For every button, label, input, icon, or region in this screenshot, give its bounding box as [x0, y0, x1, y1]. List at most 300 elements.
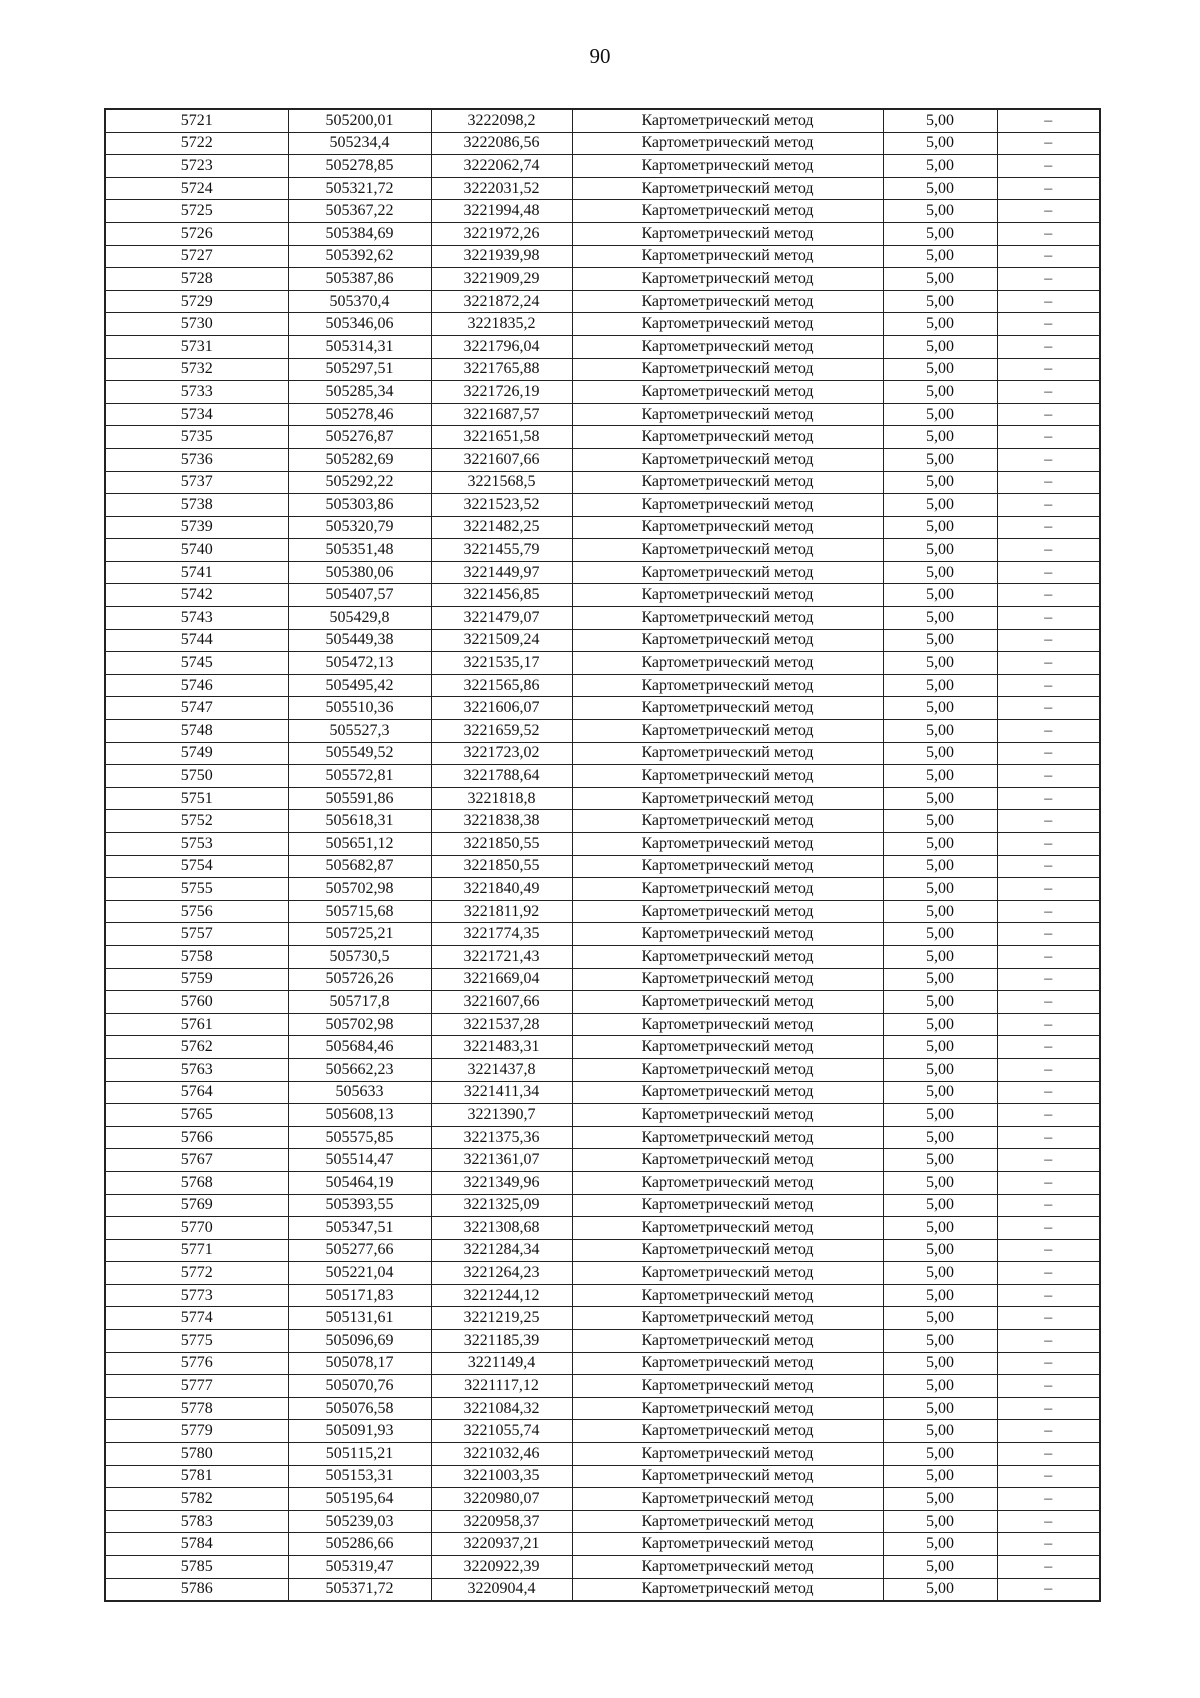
accuracy-cell: 5,00	[883, 1510, 997, 1533]
method-cell: Картометрический метод	[572, 1262, 883, 1285]
y-coordinate-cell: 3221117,12	[431, 1375, 572, 1398]
y-coordinate-cell: 3221909,29	[431, 268, 572, 291]
y-coordinate-cell: 3221509,24	[431, 629, 572, 652]
accuracy-cell: 5,00	[883, 1578, 997, 1601]
table-row	[105, 290, 1100, 313]
accuracy-cell: 5,00	[883, 1171, 997, 1194]
method-cell: Картометрический метод	[572, 1149, 883, 1172]
method-cell: Картометрический метод	[572, 629, 883, 652]
point-number-cell: 5752	[105, 810, 288, 833]
point-number-cell: 5768	[105, 1171, 288, 1194]
accuracy-cell: 5,00	[883, 313, 997, 336]
accuracy-cell: 5,00	[883, 222, 997, 245]
point-number-cell: 5774	[105, 1307, 288, 1330]
method-cell: Картометрический метод	[572, 1104, 883, 1127]
method-cell: Картометрический метод	[572, 765, 883, 788]
accuracy-cell: 5,00	[883, 539, 997, 562]
point-number-cell: 5761	[105, 1013, 288, 1036]
note-cell: –	[997, 1556, 1100, 1579]
accuracy-cell: 5,00	[883, 1556, 997, 1579]
accuracy-cell: 5,00	[883, 1126, 997, 1149]
accuracy-cell: 5,00	[883, 245, 997, 268]
method-cell: Картометрический метод	[572, 155, 883, 178]
x-coordinate-cell: 505351,48	[288, 539, 431, 562]
method-cell: Картометрический метод	[572, 674, 883, 697]
note-cell: –	[997, 1488, 1100, 1511]
accuracy-cell: 5,00	[883, 1262, 997, 1285]
note-cell: –	[997, 132, 1100, 155]
accuracy-cell: 5,00	[883, 878, 997, 901]
point-number-cell: 5724	[105, 177, 288, 200]
method-cell: Картометрический метод	[572, 1488, 883, 1511]
x-coordinate-cell: 505153,31	[288, 1465, 431, 1488]
accuracy-cell: 5,00	[883, 290, 997, 313]
accuracy-cell: 5,00	[883, 1013, 997, 1036]
y-coordinate-cell: 3221607,66	[431, 448, 572, 471]
y-coordinate-cell: 3221482,25	[431, 516, 572, 539]
point-number-cell: 5786	[105, 1578, 288, 1601]
method-cell: Картометрический метод	[572, 1013, 883, 1036]
point-number-cell: 5732	[105, 358, 288, 381]
table-row	[105, 1465, 1100, 1488]
table-row	[105, 1036, 1100, 1059]
note-cell: –	[997, 991, 1100, 1014]
x-coordinate-cell: 505472,13	[288, 652, 431, 675]
point-number-cell: 5784	[105, 1533, 288, 1556]
x-coordinate-cell: 505070,76	[288, 1375, 431, 1398]
method-cell: Картометрический метод	[572, 1307, 883, 1330]
table-row	[105, 787, 1100, 810]
method-cell: Картометрический метод	[572, 652, 883, 675]
y-coordinate-cell: 3220937,21	[431, 1533, 572, 1556]
table-row	[105, 1352, 1100, 1375]
table-row	[105, 426, 1100, 449]
note-cell: –	[997, 335, 1100, 358]
table-row	[105, 222, 1100, 245]
table-row	[105, 1510, 1100, 1533]
x-coordinate-cell: 505662,23	[288, 1058, 431, 1081]
method-cell: Картометрический метод	[572, 968, 883, 991]
method-cell: Картометрический метод	[572, 448, 883, 471]
y-coordinate-cell: 3221565,86	[431, 674, 572, 697]
x-coordinate-cell: 505277,66	[288, 1239, 431, 1262]
x-coordinate-cell: 505575,85	[288, 1126, 431, 1149]
point-number-cell: 5756	[105, 900, 288, 923]
accuracy-cell: 5,00	[883, 1330, 997, 1353]
table-row	[105, 991, 1100, 1014]
method-cell: Картометрический метод	[572, 697, 883, 720]
accuracy-cell: 5,00	[883, 561, 997, 584]
method-cell: Картометрический метод	[572, 945, 883, 968]
table-row	[105, 720, 1100, 743]
point-number-cell: 5739	[105, 516, 288, 539]
x-coordinate-cell: 505221,04	[288, 1262, 431, 1285]
point-number-cell: 5723	[105, 155, 288, 178]
x-coordinate-cell: 505429,8	[288, 607, 431, 630]
accuracy-cell: 5,00	[883, 335, 997, 358]
y-coordinate-cell: 3221149,4	[431, 1352, 572, 1375]
accuracy-cell: 5,00	[883, 471, 997, 494]
method-cell: Картометрический метод	[572, 516, 883, 539]
point-number-cell: 5737	[105, 471, 288, 494]
method-cell: Картометрический метод	[572, 471, 883, 494]
table-row	[105, 1194, 1100, 1217]
note-cell: –	[997, 787, 1100, 810]
table-row	[105, 1217, 1100, 1240]
y-coordinate-cell: 3222098,2	[431, 109, 572, 132]
note-cell: –	[997, 426, 1100, 449]
point-number-cell: 5781	[105, 1465, 288, 1488]
note-cell: –	[997, 1352, 1100, 1375]
point-number-cell: 5759	[105, 968, 288, 991]
method-cell: Картометрический метод	[572, 1239, 883, 1262]
accuracy-cell: 5,00	[883, 1375, 997, 1398]
accuracy-cell: 5,00	[883, 765, 997, 788]
x-coordinate-cell: 505702,98	[288, 1013, 431, 1036]
x-coordinate-cell: 505319,47	[288, 1556, 431, 1579]
accuracy-cell: 5,00	[883, 1352, 997, 1375]
y-coordinate-cell: 3221483,31	[431, 1036, 572, 1059]
method-cell: Картометрический метод	[572, 742, 883, 765]
note-cell: –	[997, 109, 1100, 132]
y-coordinate-cell: 3221994,48	[431, 200, 572, 223]
table-row	[105, 109, 1100, 132]
y-coordinate-cell: 3221535,17	[431, 652, 572, 675]
accuracy-cell: 5,00	[883, 132, 997, 155]
table-row	[105, 471, 1100, 494]
method-cell: Картометрический метод	[572, 810, 883, 833]
accuracy-cell: 5,00	[883, 268, 997, 291]
table-row	[105, 1013, 1100, 1036]
note-cell: –	[997, 607, 1100, 630]
y-coordinate-cell: 3221084,32	[431, 1397, 572, 1420]
x-coordinate-cell: 505370,4	[288, 290, 431, 313]
accuracy-cell: 5,00	[883, 900, 997, 923]
page-number: 90	[589, 44, 611, 68]
table-row	[105, 177, 1100, 200]
table-row	[105, 1171, 1100, 1194]
note-cell: –	[997, 1149, 1100, 1172]
table-row	[105, 155, 1100, 178]
table-row	[105, 335, 1100, 358]
point-number-cell: 5782	[105, 1488, 288, 1511]
accuracy-cell: 5,00	[883, 1420, 997, 1443]
note-cell: –	[997, 1058, 1100, 1081]
y-coordinate-cell: 3221390,7	[431, 1104, 572, 1127]
point-number-cell: 5743	[105, 607, 288, 630]
table-row	[105, 381, 1100, 404]
x-coordinate-cell: 505282,69	[288, 448, 431, 471]
x-coordinate-cell: 505321,72	[288, 177, 431, 200]
accuracy-cell: 5,00	[883, 109, 997, 132]
table-row	[105, 1149, 1100, 1172]
note-cell: –	[997, 381, 1100, 404]
point-number-cell: 5727	[105, 245, 288, 268]
y-coordinate-cell: 3222031,52	[431, 177, 572, 200]
y-coordinate-cell: 3220904,4	[431, 1578, 572, 1601]
x-coordinate-cell: 505346,06	[288, 313, 431, 336]
point-number-cell: 5749	[105, 742, 288, 765]
x-coordinate-cell: 505276,87	[288, 426, 431, 449]
x-coordinate-cell: 505387,86	[288, 268, 431, 291]
note-cell: –	[997, 1081, 1100, 1104]
method-cell: Картометрический метод	[572, 313, 883, 336]
point-number-cell: 5758	[105, 945, 288, 968]
table-row	[105, 607, 1100, 630]
note-cell: –	[997, 855, 1100, 878]
accuracy-cell: 5,00	[883, 991, 997, 1014]
point-number-cell: 5783	[105, 1510, 288, 1533]
note-cell: –	[997, 358, 1100, 381]
accuracy-cell: 5,00	[883, 674, 997, 697]
note-cell: –	[997, 561, 1100, 584]
method-cell: Картометрический метод	[572, 787, 883, 810]
accuracy-cell: 5,00	[883, 403, 997, 426]
x-coordinate-cell: 505200,01	[288, 109, 431, 132]
table-row	[105, 1556, 1100, 1579]
point-number-cell: 5775	[105, 1330, 288, 1353]
method-cell: Картометрический метод	[572, 561, 883, 584]
point-number-cell: 5767	[105, 1149, 288, 1172]
x-coordinate-cell: 505078,17	[288, 1352, 431, 1375]
point-number-cell: 5776	[105, 1352, 288, 1375]
accuracy-cell: 5,00	[883, 629, 997, 652]
table-row	[105, 810, 1100, 833]
table-row	[105, 1058, 1100, 1081]
table-row	[105, 200, 1100, 223]
note-cell: –	[997, 1013, 1100, 1036]
y-coordinate-cell: 3221607,66	[431, 991, 572, 1014]
y-coordinate-cell: 3221523,52	[431, 494, 572, 517]
table-row	[105, 1262, 1100, 1285]
point-number-cell: 5765	[105, 1104, 288, 1127]
note-cell: –	[997, 245, 1100, 268]
method-cell: Картометрический метод	[572, 109, 883, 132]
point-number-cell: 5745	[105, 652, 288, 675]
y-coordinate-cell: 3221349,96	[431, 1171, 572, 1194]
table-row	[105, 1081, 1100, 1104]
accuracy-cell: 5,00	[883, 1239, 997, 1262]
x-coordinate-cell: 505096,69	[288, 1330, 431, 1353]
point-number-cell: 5764	[105, 1081, 288, 1104]
x-coordinate-cell: 505195,64	[288, 1488, 431, 1511]
note-cell: –	[997, 878, 1100, 901]
table-row	[105, 1533, 1100, 1556]
x-coordinate-cell: 505495,42	[288, 674, 431, 697]
accuracy-cell: 5,00	[883, 1488, 997, 1511]
note-cell: –	[997, 1036, 1100, 1059]
note-cell: –	[997, 810, 1100, 833]
method-cell: Картометрический метод	[572, 1352, 883, 1375]
y-coordinate-cell: 3221850,55	[431, 833, 572, 856]
x-coordinate-cell: 505392,62	[288, 245, 431, 268]
y-coordinate-cell: 3221264,23	[431, 1262, 572, 1285]
accuracy-cell: 5,00	[883, 1217, 997, 1240]
y-coordinate-cell: 3221687,57	[431, 403, 572, 426]
table-row	[105, 539, 1100, 562]
x-coordinate-cell: 505608,13	[288, 1104, 431, 1127]
method-cell: Картометрический метод	[572, 1556, 883, 1579]
point-number-cell: 5780	[105, 1443, 288, 1466]
note-cell: –	[997, 222, 1100, 245]
point-number-cell: 5773	[105, 1284, 288, 1307]
table-row	[105, 1397, 1100, 1420]
y-coordinate-cell: 3221055,74	[431, 1420, 572, 1443]
table-row	[105, 1284, 1100, 1307]
method-cell: Картометрический метод	[572, 878, 883, 901]
accuracy-cell: 5,00	[883, 358, 997, 381]
point-number-cell: 5770	[105, 1217, 288, 1240]
y-coordinate-cell: 3221818,8	[431, 787, 572, 810]
y-coordinate-cell: 3221838,38	[431, 810, 572, 833]
y-coordinate-cell: 3221850,55	[431, 855, 572, 878]
method-cell: Картометрический метод	[572, 855, 883, 878]
x-coordinate-cell: 505239,03	[288, 1510, 431, 1533]
point-number-cell: 5755	[105, 878, 288, 901]
method-cell: Картометрический метод	[572, 1375, 883, 1398]
method-cell: Картометрический метод	[572, 1217, 883, 1240]
method-cell: Картометрический метод	[572, 607, 883, 630]
table-row	[105, 1420, 1100, 1443]
x-coordinate-cell: 505286,66	[288, 1533, 431, 1556]
x-coordinate-cell: 505171,83	[288, 1284, 431, 1307]
y-coordinate-cell: 3221284,34	[431, 1239, 572, 1262]
y-coordinate-cell: 3220980,07	[431, 1488, 572, 1511]
x-coordinate-cell: 505549,52	[288, 742, 431, 765]
table-row	[105, 1104, 1100, 1127]
method-cell: Картометрический метод	[572, 720, 883, 743]
point-number-cell: 5748	[105, 720, 288, 743]
note-cell: –	[997, 471, 1100, 494]
accuracy-cell: 5,00	[883, 923, 997, 946]
method-cell: Картометрический метод	[572, 1036, 883, 1059]
note-cell: –	[997, 516, 1100, 539]
y-coordinate-cell: 3220922,39	[431, 1556, 572, 1579]
note-cell: –	[997, 268, 1100, 291]
note-cell: –	[997, 1171, 1100, 1194]
x-coordinate-cell: 505572,81	[288, 765, 431, 788]
table-row	[105, 403, 1100, 426]
method-cell: Картометрический метод	[572, 358, 883, 381]
method-cell: Картометрический метод	[572, 1420, 883, 1443]
y-coordinate-cell: 3222086,56	[431, 132, 572, 155]
y-coordinate-cell: 3220958,37	[431, 1510, 572, 1533]
table-row	[105, 652, 1100, 675]
point-number-cell: 5777	[105, 1375, 288, 1398]
note-cell: –	[997, 968, 1100, 991]
x-coordinate-cell: 505464,19	[288, 1171, 431, 1194]
note-cell: –	[997, 1465, 1100, 1488]
y-coordinate-cell: 3221840,49	[431, 878, 572, 901]
point-number-cell: 5740	[105, 539, 288, 562]
y-coordinate-cell: 3221449,97	[431, 561, 572, 584]
accuracy-cell: 5,00	[883, 494, 997, 517]
x-coordinate-cell: 505449,38	[288, 629, 431, 652]
x-coordinate-cell: 505717,8	[288, 991, 431, 1014]
x-coordinate-cell: 505715,68	[288, 900, 431, 923]
note-cell: –	[997, 629, 1100, 652]
x-coordinate-cell: 505651,12	[288, 833, 431, 856]
note-cell: –	[997, 945, 1100, 968]
accuracy-cell: 5,00	[883, 426, 997, 449]
accuracy-cell: 5,00	[883, 177, 997, 200]
note-cell: –	[997, 155, 1100, 178]
table-row	[105, 132, 1100, 155]
x-coordinate-cell: 505407,57	[288, 584, 431, 607]
point-number-cell: 5762	[105, 1036, 288, 1059]
y-coordinate-cell: 3221361,07	[431, 1149, 572, 1172]
method-cell: Картометрический метод	[572, 833, 883, 856]
x-coordinate-cell: 505320,79	[288, 516, 431, 539]
x-coordinate-cell: 505303,86	[288, 494, 431, 517]
y-coordinate-cell: 3221726,19	[431, 381, 572, 404]
point-number-cell: 5721	[105, 109, 288, 132]
point-number-cell: 5760	[105, 991, 288, 1014]
table-row	[105, 923, 1100, 946]
accuracy-cell: 5,00	[883, 833, 997, 856]
x-coordinate-cell: 505527,3	[288, 720, 431, 743]
point-number-cell: 5734	[105, 403, 288, 426]
x-coordinate-cell: 505514,47	[288, 1149, 431, 1172]
y-coordinate-cell: 3221308,68	[431, 1217, 572, 1240]
method-cell: Картометрический метод	[572, 1397, 883, 1420]
table-row	[105, 561, 1100, 584]
point-number-cell: 5772	[105, 1262, 288, 1285]
point-number-cell: 5744	[105, 629, 288, 652]
table-row	[105, 1443, 1100, 1466]
y-coordinate-cell: 3221411,34	[431, 1081, 572, 1104]
y-coordinate-cell: 3221537,28	[431, 1013, 572, 1036]
accuracy-cell: 5,00	[883, 1443, 997, 1466]
note-cell: –	[997, 1194, 1100, 1217]
point-number-cell: 5730	[105, 313, 288, 336]
point-number-cell: 5757	[105, 923, 288, 946]
x-coordinate-cell: 505702,98	[288, 878, 431, 901]
point-number-cell: 5751	[105, 787, 288, 810]
method-cell: Картометрический метод	[572, 923, 883, 946]
point-number-cell: 5729	[105, 290, 288, 313]
accuracy-cell: 5,00	[883, 381, 997, 404]
x-coordinate-cell: 505384,69	[288, 222, 431, 245]
method-cell: Картометрический метод	[572, 991, 883, 1014]
table-row	[105, 1239, 1100, 1262]
x-coordinate-cell: 505314,31	[288, 335, 431, 358]
x-coordinate-cell: 505371,72	[288, 1578, 431, 1601]
table-row	[105, 968, 1100, 991]
note-cell: –	[997, 1375, 1100, 1398]
table-row	[105, 629, 1100, 652]
x-coordinate-cell: 505591,86	[288, 787, 431, 810]
note-cell: –	[997, 923, 1100, 946]
y-coordinate-cell: 3221375,36	[431, 1126, 572, 1149]
point-number-cell: 5735	[105, 426, 288, 449]
accuracy-cell: 5,00	[883, 155, 997, 178]
note-cell: –	[997, 584, 1100, 607]
table-row	[105, 448, 1100, 471]
y-coordinate-cell: 3221219,25	[431, 1307, 572, 1330]
table-row	[105, 742, 1100, 765]
x-coordinate-cell: 505682,87	[288, 855, 431, 878]
note-cell: –	[997, 313, 1100, 336]
y-coordinate-cell: 3222062,74	[431, 155, 572, 178]
note-cell: –	[997, 494, 1100, 517]
point-number-cell: 5733	[105, 381, 288, 404]
x-coordinate-cell: 505726,26	[288, 968, 431, 991]
point-number-cell: 5736	[105, 448, 288, 471]
point-number-cell: 5741	[105, 561, 288, 584]
note-cell: –	[997, 1533, 1100, 1556]
accuracy-cell: 5,00	[883, 652, 997, 675]
